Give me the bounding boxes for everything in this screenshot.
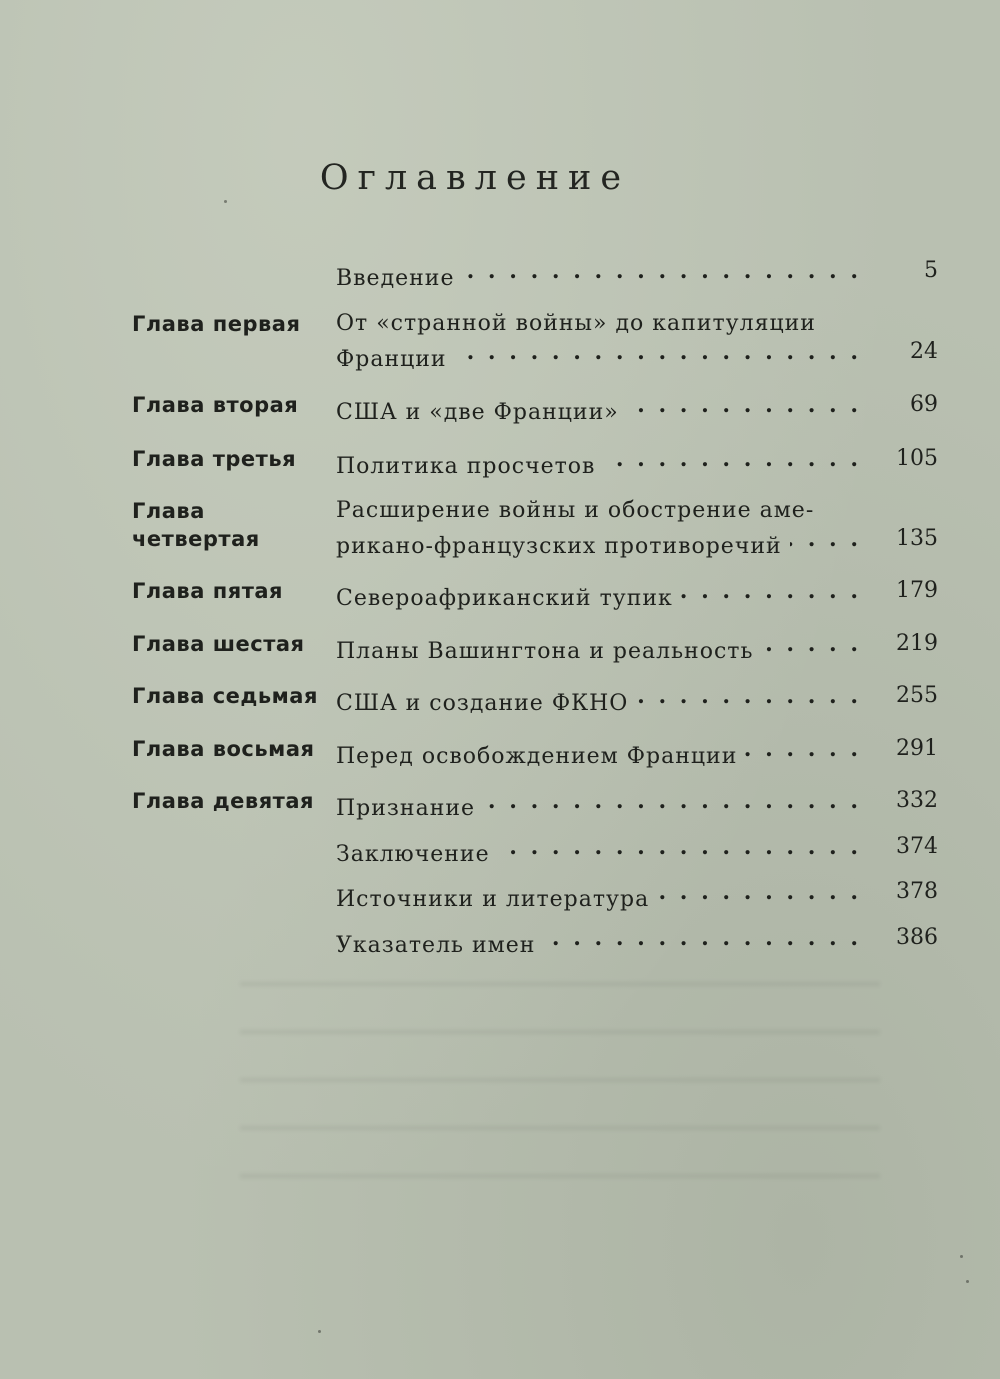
- entry-title-line: Североафриканский тупик: [336, 586, 673, 611]
- entry-title-line: США и «две Франции»: [336, 400, 619, 425]
- entry-title: [336, 310, 861, 372]
- dot-leader: [745, 735, 861, 763]
- entry-title-line: Расширение войны и обострение аме-: [336, 498, 815, 523]
- entry-title: [336, 682, 861, 716]
- entry-title-line: Планы Вашингтона и реальность: [336, 639, 754, 664]
- toc-heading: Оглавление: [319, 158, 631, 198]
- entry-title: [336, 735, 861, 769]
- dot-leader: [681, 577, 861, 605]
- dot-leader: [657, 878, 861, 906]
- entry-title: [336, 391, 861, 425]
- dot-leader: [636, 682, 861, 710]
- entry-title-line: Заключение: [336, 842, 490, 867]
- dot-leader: [627, 391, 861, 419]
- chapter-label: Глава пятая: [132, 579, 284, 603]
- entry-page-number: 5: [924, 258, 938, 283]
- entry-title-line: Признание: [336, 796, 476, 821]
- chapter-label: Глава четвертая: [132, 499, 260, 551]
- entry-page-number: 219: [896, 631, 938, 656]
- entry-title: [336, 445, 861, 479]
- entry-page-number: 255: [896, 683, 938, 708]
- chapter-label: Глава первая: [132, 312, 301, 336]
- entry-page-number: 135: [896, 526, 938, 551]
- dot-leader: [498, 833, 861, 861]
- chapter-label: Глава вторая: [132, 393, 299, 417]
- entry-title: [336, 257, 861, 291]
- entry-title-line: Введение: [336, 266, 455, 291]
- dot-leader: [455, 338, 861, 366]
- chapter-label: Глава третья: [132, 447, 297, 471]
- entry-title: [336, 630, 861, 664]
- entry-page-number: 374: [896, 834, 938, 859]
- entry-title-line: Перед освобождением Франции: [336, 744, 738, 769]
- entry-page-number: 386: [896, 925, 938, 950]
- dot-leader: [543, 924, 861, 952]
- dot-leader: [790, 525, 861, 553]
- entry-page-number: 24: [910, 339, 938, 364]
- dot-leader: [761, 630, 861, 658]
- entry-title-line: От «странной войны» до капитуляции: [336, 311, 816, 336]
- dot-leader: [462, 257, 861, 285]
- entry-title-line: рикано-французских противоречий: [336, 534, 782, 559]
- entry-title: [336, 787, 861, 821]
- entry-page-number: 332: [896, 788, 938, 813]
- entry-title-line: Указатель имен: [336, 933, 536, 958]
- entry-page-number: 69: [910, 392, 938, 417]
- entry-title-line: США и создание ФКНО: [336, 691, 629, 716]
- chapter-label: Глава шестая: [132, 632, 305, 656]
- entry-title-line: Франции: [336, 347, 447, 372]
- entry-page-number: 105: [896, 446, 938, 471]
- entry-title: [336, 924, 861, 958]
- entry-title-line: Политика просчетов: [336, 454, 596, 479]
- entry-title: [336, 497, 861, 559]
- chapter-label: Глава седьмая: [132, 684, 318, 708]
- chapter-label: Глава восьмая: [132, 737, 315, 761]
- dot-leader: [603, 445, 861, 473]
- chapter-label: Глава девятая: [132, 789, 315, 813]
- entry-title: [336, 833, 861, 867]
- entry-title: [336, 577, 861, 611]
- dot-leader: [483, 787, 861, 815]
- entry-page-number: 291: [896, 736, 938, 761]
- entry-title: [336, 878, 861, 912]
- entry-title-line: Источники и литература: [336, 887, 650, 912]
- entry-page-number: 179: [896, 578, 938, 603]
- entry-page-number: 378: [896, 879, 938, 904]
